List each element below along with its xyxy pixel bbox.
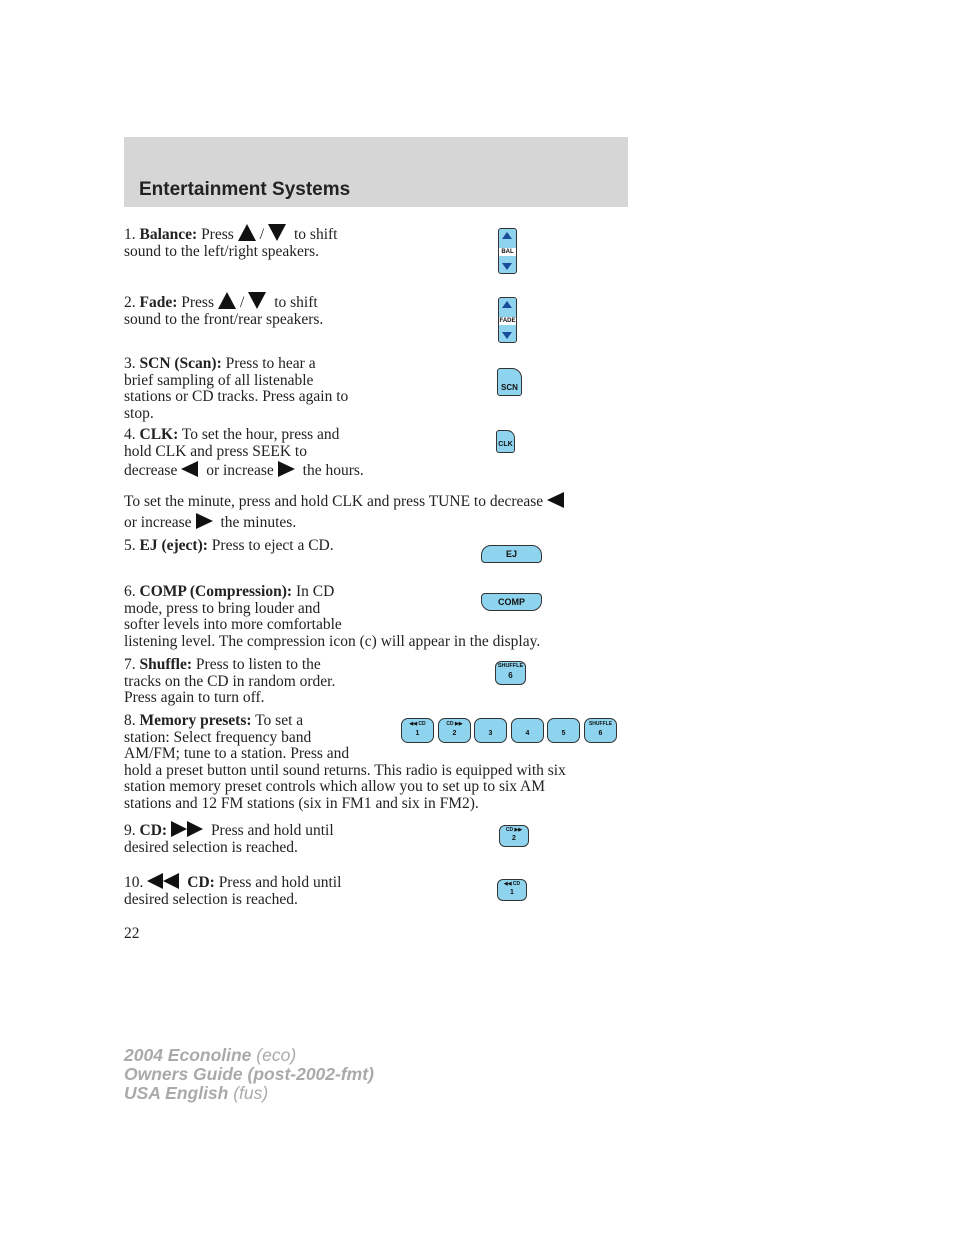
right-arrow-icon — [278, 461, 295, 477]
balance-button[interactable]: BAL — [498, 228, 517, 274]
up-arrow-icon — [218, 292, 236, 309]
scan-button[interactable]: SCN — [497, 368, 522, 396]
preset-button-row — [401, 718, 619, 744]
compression-item: 6. COMP (Compression): In CD mode, press to bring louder and softer levels into more comfortable listening level. The compression icon (c) will appear in the display. — [124, 583, 541, 650]
left-arrow-icon — [181, 461, 198, 477]
fast-forward-icon — [171, 821, 203, 837]
right-arrow-icon — [196, 513, 213, 529]
shuffle-button[interactable]: SHUFFLE 6 — [495, 661, 526, 685]
scan-item: 3. SCN (Scan): Press to hear a brief sampling of all listenable stations or CD tracks. Press again to stop. — [124, 355, 349, 422]
clock-button[interactable]: CLK — [496, 430, 515, 453]
shuffle-item: 7. Shuffle: Press to listen to the tracks on the CD in random order. Press again to turn off. — [124, 656, 336, 706]
clock-item: 4. CLK: To set the hour, press and hold CLK and press SEEK to decrease or increase the hours. — [124, 426, 364, 479]
down-arrow-icon — [502, 263, 512, 270]
fade-item: 2. Fade: Press / to shift sound to the front/rear speakers. — [124, 294, 324, 328]
preset-button-6[interactable]: SHUFFLE 6 — [584, 718, 617, 743]
eject-button[interactable]: EJ — [481, 545, 542, 563]
rewind-icon — [147, 873, 179, 889]
cd-forward-item: 9. CD: Press and hold until desired selection is reached. — [124, 822, 334, 856]
up-arrow-icon — [502, 232, 512, 239]
down-arrow-icon — [268, 224, 286, 241]
preset-button-1[interactable]: ◀◀ CD 1 — [401, 718, 434, 743]
section-header — [124, 137, 628, 207]
down-arrow-icon — [502, 332, 512, 339]
memory-presets-item: 8. Memory presets: To set a station: Select frequency band AM/FM; tune to a station. Press and hold a preset button until sound returns. This radio is equipped with six station memory preset controls which allow you to set up to six AM stations and 12 FM stations (six in FM1 and six in FM2). — [124, 712, 566, 812]
preset-button-3[interactable]: 3 — [474, 718, 507, 743]
balance-item: 1. Balance: Press / to shift sound to the left/right speakers. — [124, 226, 338, 260]
left-arrow-icon — [547, 492, 564, 508]
compression-button[interactable]: COMP — [481, 593, 542, 611]
down-arrow-icon — [248, 292, 266, 309]
up-arrow-icon — [502, 301, 512, 308]
preset-button-5[interactable]: 5 — [547, 718, 580, 743]
footer-metadata: 2004 Econoline (eco) Owners Guide (post-2002-fmt) USA English (fus) — [124, 1045, 374, 1103]
minute-instructions: To set the minute, press and hold CLK and press TUNE to decrease or increase the minutes. — [124, 492, 624, 533]
page-number: 22 — [124, 925, 140, 942]
up-arrow-icon — [238, 224, 256, 241]
cd-forward-button[interactable]: CD ▶▶ 2 — [499, 825, 529, 847]
section-title: Entertainment Systems — [139, 179, 351, 200]
cd-reverse-button[interactable]: ◀◀ CD 1 — [497, 879, 527, 901]
eject-item: 5. EJ (eject): Press to eject a CD. — [124, 537, 334, 554]
preset-button-2[interactable]: CD ▶▶ 2 — [438, 718, 471, 743]
fade-button[interactable]: FADE — [498, 297, 517, 343]
preset-button-4[interactable]: 4 — [511, 718, 544, 743]
cd-reverse-item: 10. CD: Press and hold until desired selection is reached. — [124, 874, 342, 908]
